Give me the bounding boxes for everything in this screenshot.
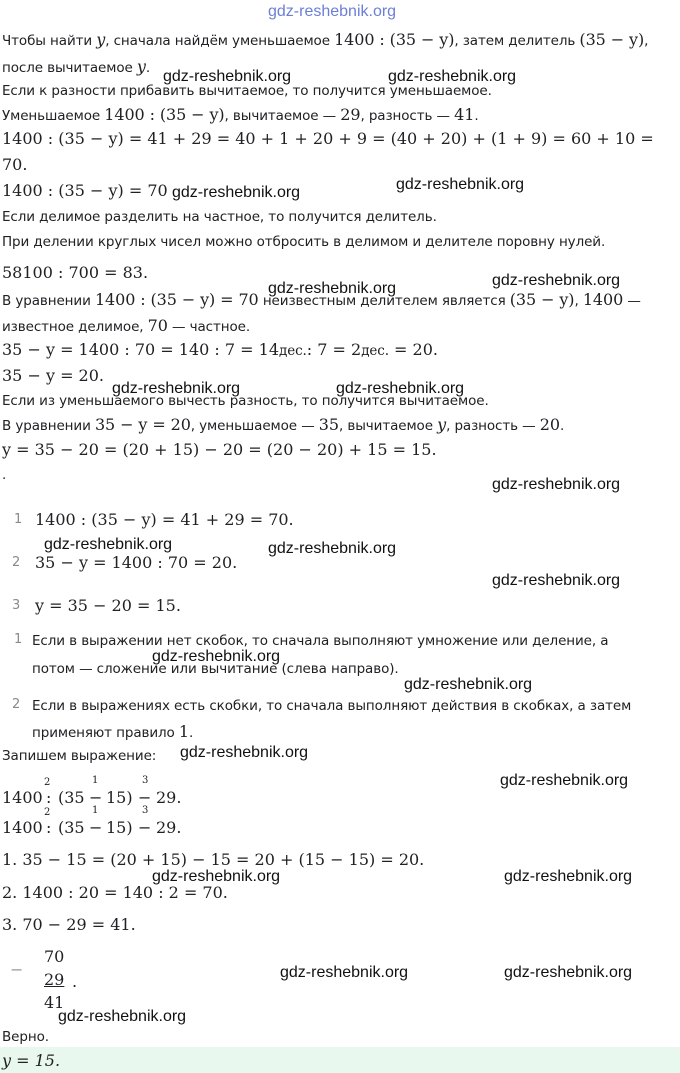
math: (35 <box>58 788 85 807</box>
math: 1400 <box>2 788 43 807</box>
text: В уравнении <box>2 418 95 434</box>
math: 41 <box>454 105 475 124</box>
math: 35 − y = 20 <box>94 415 191 434</box>
watermark: gdz-reshebnik.org <box>492 476 621 493</box>
column-top: 70 <box>44 947 65 966</box>
equation-1: 1400 : (35 − y) = 41 + 29 = 40 + 1 + 20 + 9 = (40 + 20) + (1 + 9) = 60 + 10 = <box>2 129 654 148</box>
text-line-2 <box>2 57 150 78</box>
answer: y = 15. <box>2 1051 61 1070</box>
watermark: gdz-reshebnik.org <box>388 68 517 85</box>
text-line-5: Если делимое разделить на частное, то получится делитель. <box>2 209 437 225</box>
math: − <box>89 818 103 837</box>
order-mark: 3 <box>142 805 149 816</box>
order-mark: 1 <box>92 775 99 786</box>
math: − <box>138 818 152 837</box>
watermark: gdz-reshebnik.org <box>152 648 281 665</box>
rule-text: потом — сложение или вычитание (слева направо). <box>32 661 399 677</box>
text: В уравнении <box>2 293 95 309</box>
math: 1400 : (35 − y) <box>104 105 225 124</box>
order-mark: 2 <box>44 777 51 788</box>
watermark: gdz-reshebnik.org <box>172 184 301 201</box>
check-text: Верно. <box>2 1029 49 1045</box>
watermark: gdz-reshebnik.org <box>492 572 621 589</box>
math: 1400 <box>2 818 43 837</box>
equation-1b: 70. <box>2 155 28 174</box>
unit: дес. <box>361 343 389 359</box>
text: , сначала найдём уменьшаемое <box>105 33 335 49</box>
text: . <box>474 108 479 124</box>
equation-5: 35 − y = 20. <box>2 366 104 385</box>
dot: . <box>2 467 7 483</box>
math: (35 − y) <box>579 30 645 49</box>
calc-line: 2. 1400 : 20 = 140 : 2 = 70. <box>2 883 228 902</box>
watermark: gdz-reshebnik.org <box>492 272 621 289</box>
text: , <box>574 293 583 309</box>
math: − <box>138 788 152 807</box>
text: , <box>644 33 649 49</box>
text-line-3: Если к разности прибавить вычитаемое, то получится уменьшаемое. <box>2 83 492 99</box>
text: , вычитаемое <box>338 418 438 434</box>
math: 29. <box>156 788 182 807</box>
column-sign: − <box>10 960 24 979</box>
text-line-9: Если из уменьшаемого вычесть разность, то получится вычитаемое. <box>2 393 489 409</box>
math: y <box>96 30 106 49</box>
math: 1400 : (35 − y) <box>334 30 455 49</box>
math: y <box>437 415 447 434</box>
order-mark: 1 <box>92 805 99 816</box>
math: 29 <box>340 105 361 124</box>
text: применяют правило <box>32 725 179 741</box>
watermark: gdz-reshebnik.org <box>504 964 633 981</box>
math: − <box>89 788 103 807</box>
math: : <box>46 788 52 807</box>
text-line-10 <box>2 415 564 436</box>
column-mid: 29 <box>44 970 65 989</box>
rule-number: 2 <box>12 697 21 712</box>
rule-number: 1 <box>14 632 23 647</box>
equation-2: 1400 : (35 − y) = 70 <box>2 181 168 200</box>
text-line-6: При делении круглых чисел можно отбросить в делимом и делителе поровну нулей. <box>2 234 606 250</box>
text: , уменьшаемое — <box>190 418 319 434</box>
column-result: 41 <box>44 993 65 1012</box>
watermark: gdz-reshebnik.org <box>504 868 633 885</box>
text: Чтобы найти <box>2 33 97 49</box>
text-line-1 <box>2 30 648 51</box>
rule-text: Если в выражениях есть скобки, то сначала выполняют действия в скобках, а затем <box>32 698 632 714</box>
watermark: gdz-reshebnik.org <box>280 964 409 981</box>
watermark: gdz-reshebnik.org <box>268 280 397 297</box>
math: 35 <box>318 415 339 434</box>
text: . <box>189 725 194 741</box>
calc-line: 3. 70 − 29 = 41. <box>2 915 136 934</box>
text-line-4 <box>2 105 479 126</box>
calc-line: 1. 35 − 15 = (20 + 15) − 15 = 20 + (15 − 15) = 20. <box>2 850 425 869</box>
math: 15) <box>106 818 133 837</box>
math: : <box>46 818 52 837</box>
text-line-8 <box>2 316 250 337</box>
watermark: gdz-reshebnik.org <box>152 868 281 885</box>
text: . <box>145 60 151 76</box>
step-text: 35 − y = 1400 : 70 = 20. <box>35 553 238 572</box>
math: 1 <box>178 722 189 741</box>
watermark: gdz-reshebnik.org <box>404 676 533 693</box>
rule-text: Если в выражении нет скобок, то сначала выполняют умножение или деление, а <box>32 633 609 649</box>
text: — частное. <box>167 319 251 335</box>
expression-label: Запишем выражение: <box>2 748 157 764</box>
math: = 20. <box>388 340 438 359</box>
watermark: gdz-reshebnik.org <box>58 1008 187 1025</box>
text: , вычитаемое — <box>224 108 341 124</box>
math: y <box>136 57 146 76</box>
math: 1400 : (35 − y) = 70 <box>94 290 259 309</box>
text: неизвестным делителем является <box>258 293 510 309</box>
watermark: gdz-reshebnik.org <box>112 380 241 397</box>
watermark: gdz-reshebnik.org <box>163 68 292 85</box>
text: Уменьшаемое <box>2 108 105 124</box>
step-number: 2 <box>12 555 21 570</box>
math: 20 <box>539 415 560 434</box>
math: 15) <box>106 788 133 807</box>
equation-6: y = 35 − 20 = (20 + 15) − 20 = (20 − 20) + 15 = 15. <box>2 440 437 459</box>
watermark: gdz-reshebnik.org <box>44 536 173 553</box>
math: : 7 = 2 <box>306 340 362 359</box>
watermark: gdz-reshebnik.org <box>500 772 629 789</box>
step-number: 3 <box>12 598 21 613</box>
step-text: y = 35 − 20 = 15. <box>35 596 181 615</box>
order-mark: 3 <box>142 775 149 786</box>
column-dot: . <box>72 972 78 991</box>
answer-background <box>0 1047 680 1073</box>
math: (35 − y) <box>509 290 575 309</box>
math: 1400 <box>582 290 624 309</box>
text: , затем делитель <box>454 33 580 49</box>
math: 29. <box>156 818 182 837</box>
site-header[interactable]: gdz-reshebnik.org <box>268 3 397 20</box>
text: — <box>623 293 641 309</box>
text: , разность — <box>446 418 540 434</box>
math: (35 <box>58 818 85 837</box>
watermark: gdz-reshebnik.org <box>268 540 397 557</box>
text: , разность — <box>360 108 455 124</box>
text: . <box>559 418 565 434</box>
text: известное делимое, <box>2 319 148 335</box>
watermark: gdz-reshebnik.org <box>180 744 309 761</box>
equation-3: 58100 : 700 = 83. <box>2 263 149 282</box>
order-mark: 2 <box>44 807 51 818</box>
math: 70 <box>147 316 168 335</box>
watermark: gdz-reshebnik.org <box>396 176 525 193</box>
math: 35 − y = 1400 : 70 = 140 : 7 = 14 <box>2 340 279 359</box>
step-text: 1400 : (35 − y) = 41 + 29 = 70. <box>35 510 294 529</box>
expression-line-2 <box>0 804 250 844</box>
equation-4 <box>2 340 438 361</box>
rule-text <box>32 722 193 743</box>
unit: дес. <box>279 343 307 359</box>
watermark: gdz-reshebnik.org <box>336 380 465 397</box>
text: после вычитаемое <box>2 60 137 76</box>
step-number: 1 <box>14 512 23 527</box>
